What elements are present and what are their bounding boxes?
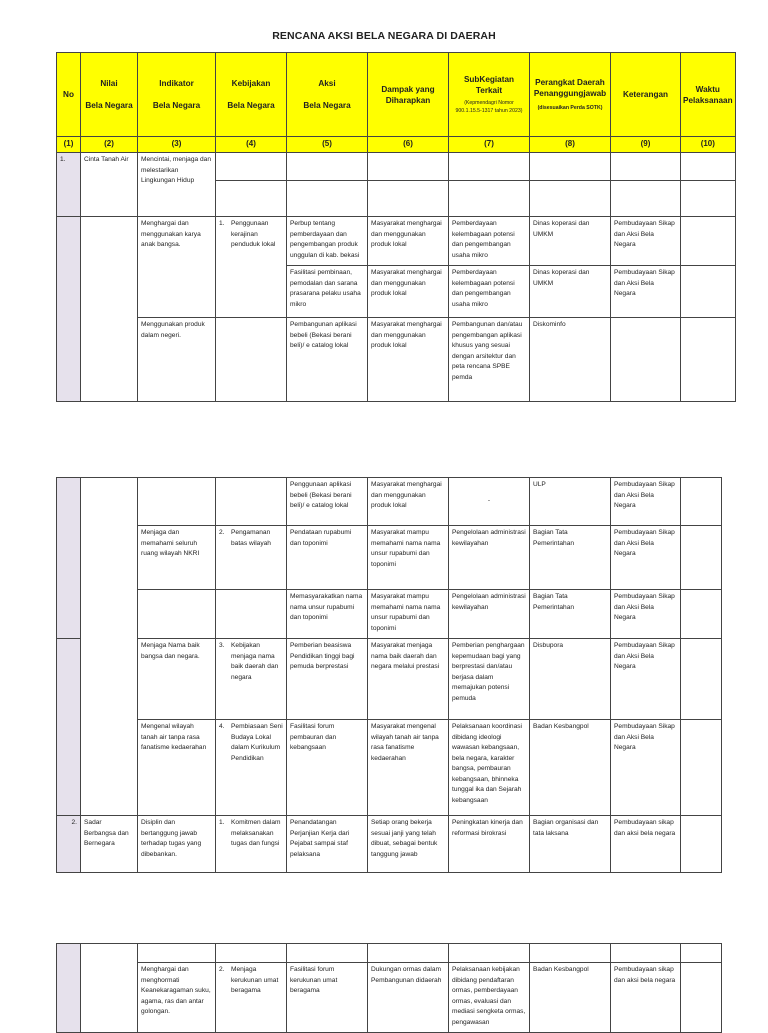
dampak-cell: Masyarakat menghargai dan menggunakan produk lokal — [368, 266, 449, 318]
table-row — [57, 963, 722, 1033]
aksi-cell: Memasyarakatkan nama nama unsur rupabumi dan toponimi — [287, 590, 368, 639]
header-aksi: Aksi Bela Negara — [287, 53, 368, 137]
kebijakan-cell — [216, 590, 287, 639]
waktu-cell — [681, 816, 722, 873]
keterangan-cell: Pembudayaan Sikap dan Aksi Bela Negara — [611, 478, 681, 526]
header-keterangan: Keterangan — [611, 53, 681, 137]
perangkat-cell: Badan Kesbangpol — [530, 720, 611, 816]
indikator-cell: Disiplin dan bertanggung jawab terhadap tugas yang dibebankan. — [138, 816, 216, 873]
empty-cell — [449, 181, 530, 217]
perangkat-cell: Dinas koperasi dan UMKM — [530, 217, 611, 266]
keterangan-cell: Pembudayaan Sikap dan Aksi Bela Negara — [611, 720, 681, 816]
nilai-cell: Cinta Tanah Air — [81, 153, 138, 217]
indikator-cell: Mencintai, menjaga dan melestarikan Lingkungan Hidup — [138, 153, 216, 217]
indikator-cell: Mengenal wilayah tanah air tanpa rasa fanatisme kedaerahan — [138, 720, 216, 816]
action-plan-table-2 — [56, 477, 722, 873]
col-num: (3) — [138, 137, 216, 153]
keterangan-cell: Pembudayaan sikap dan aksi bela negara — [611, 963, 681, 1033]
perangkat-cell: Diskominfo — [530, 318, 611, 402]
subkegiatan-cell: Peningkatan kinerja dan reformasi birokrasi — [449, 816, 530, 873]
nilai-cell — [81, 217, 138, 402]
empty-cell — [681, 153, 736, 181]
aksi-cell: Pemberian beasiswa Pendidikan tinggi bagi pemuda berprestasi — [287, 639, 368, 720]
page-title: RENCANA AKSI BELA NEGARA DI DAERAH — [272, 30, 496, 42]
col-num: (7) — [449, 137, 530, 153]
table-row — [57, 639, 722, 720]
indikator-cell — [138, 590, 216, 639]
waktu-cell — [681, 639, 722, 720]
nilai-cell: Sadar Berbangsa dan Bernegara — [81, 816, 138, 873]
row-number: 1. — [57, 153, 81, 217]
subkegiatan-cell: - — [449, 478, 530, 526]
header-indikator: Indikator Bela Negara — [138, 53, 216, 137]
header-no: No — [57, 53, 81, 137]
table-row — [57, 526, 722, 590]
dampak-cell: Setiap orang bekerja sesuai janji yang telah dibuat, sebagai bentuk tanggung jawab — [368, 816, 449, 873]
kebijakan-cell: 1. Penggunaan kerajinan penduduk lokal — [216, 217, 287, 318]
subkegiatan-cell: Pemberdayaan kelembagaan potensi dan pengembangan usaha mikro — [449, 266, 530, 318]
header-waktu: Waktu Pelaksanaan — [681, 53, 736, 137]
col-num: (2) — [81, 137, 138, 153]
empty-cell — [287, 181, 368, 217]
aksi-cell: Fasilitasi pembinaan, pemodalan dan sarana prasarana pelaku usaha mikro — [287, 266, 368, 318]
kebijakan-cell: 2. Pengamanan batas wilayah — [216, 526, 287, 590]
row-number — [57, 944, 81, 1033]
kebijakan-cell — [216, 318, 287, 402]
subkegiatan-cell — [449, 944, 530, 963]
header-kebijakan: Kebijakan Bela Negara — [216, 53, 287, 137]
dampak-cell: Dukungan ormas dalam Pembangunan didaerah — [368, 963, 449, 1033]
col-num: (1) — [57, 137, 81, 153]
dampak-cell: Masyarakat menjaga nama baik daerah dan negara melalui prestasi — [368, 639, 449, 720]
empty-cell — [216, 181, 287, 217]
empty-cell — [368, 153, 449, 181]
keterangan-cell: Pembudayaan Sikap dan Aksi Bela Negara — [611, 266, 681, 318]
keterangan-cell: Pembudayaan Sikap dan Aksi Bela Negara — [611, 526, 681, 590]
kebijakan-cell — [216, 478, 287, 526]
perangkat-cell: Bagian organisasi dan tata laksana — [530, 816, 611, 873]
table-row — [57, 590, 722, 639]
dampak-cell — [368, 944, 449, 963]
header-dampak: Dampak yang Diharapkan — [368, 53, 449, 137]
empty-cell — [449, 153, 530, 181]
waktu-cell — [681, 590, 722, 639]
waktu-cell — [681, 526, 722, 590]
dampak-cell: Masyarakat mampu memahami nama nama unsur rupabumi dan toponimi — [368, 590, 449, 639]
subkegiatan-cell: Pemberian penghargaan kepemudaan bagi yang berprestasi dan/atau berjasa dalam memajukan potensi pemuda — [449, 639, 530, 720]
header-row — [57, 53, 736, 137]
waktu-cell — [681, 217, 736, 266]
indikator-cell: Menggunakan produk dalam negeri. — [138, 318, 216, 402]
dampak-cell: Masyarakat mengenal wilayah tanah air tanpa rasa fanatisme kedaerahan — [368, 720, 449, 816]
subkegiatan-cell: Pembangunan dan/atau pengembangan aplikasi khusus yang sesuai dengan arsitektur dan peta rencana SPBE pemda — [449, 318, 530, 402]
row-number — [57, 478, 81, 639]
table-row — [57, 720, 722, 816]
header-perangkat: Perangkat Daerah Penanggungjawab (disesuaikan Perda SOTK) — [530, 53, 611, 137]
header-nilai: Nilai Bela Negara — [81, 53, 138, 137]
kebijakan-cell: 4. Pembiasaan Seni Budaya Lokal dalam Kurikulum Pendidikan — [216, 720, 287, 816]
subkegiatan-cell: Pemberdayaan kelembagaan potensi dan pengembangan usaha mikro — [449, 217, 530, 266]
action-plan-table-3 — [56, 943, 722, 1033]
waktu-cell — [681, 478, 722, 526]
keterangan-cell — [611, 318, 681, 402]
waktu-cell — [681, 720, 722, 816]
keterangan-cell — [611, 944, 681, 963]
subkegiatan-cell: Pengelolaan administrasi kewilayahan — [449, 526, 530, 590]
empty-cell — [368, 181, 449, 217]
subkegiatan-cell: Pelaksanaan koordinasi dibidang ideologi wawasan kebangsaan, bela negara, karakter bangsa, pembauran kebangsaan, bhinneka tunggal ika dan Sejarah kebangsaan — [449, 720, 530, 816]
keterangan-cell: Pembudayaan Sikap dan Aksi Bela Negara — [611, 217, 681, 266]
table-row — [57, 478, 722, 526]
aksi-cell — [287, 944, 368, 963]
indikator-cell — [138, 478, 216, 526]
table-row — [57, 816, 722, 873]
keterangan-cell: Pembudayaan sikap dan aksi bela negara — [611, 816, 681, 873]
indikator-cell: Menjaga dan memahami seluruh ruang wilayah NKRI — [138, 526, 216, 590]
waktu-cell — [681, 266, 736, 318]
table-row — [57, 217, 736, 266]
aksi-cell: Perbup tentang pemberdayaan dan pengembangan produk unggulan di kab. bekasi — [287, 217, 368, 266]
empty-cell — [530, 181, 611, 217]
table-row — [57, 944, 722, 963]
col-num: (10) — [681, 137, 736, 153]
aksi-cell: Fasilitasi forum kerukunan umat beragama — [287, 963, 368, 1033]
indikator-cell: Menjaga Nama baik bangsa dan negara. — [138, 639, 216, 720]
header-subkegiatan: SubKegiatan Terkait (Kepmendagri Nomor 900.1.15.5-1317 tahun 2023) — [449, 53, 530, 137]
row-number — [57, 639, 81, 816]
table-row — [57, 318, 736, 402]
aksi-cell: Fasilitasi forum pembauran dan kebangsaan — [287, 720, 368, 816]
keterangan-cell: Pembudayaan Sikap dan Aksi Bela Negara — [611, 590, 681, 639]
empty-cell — [611, 153, 681, 181]
nilai-cell — [81, 944, 138, 1033]
col-num: (9) — [611, 137, 681, 153]
column-number-row — [57, 137, 736, 153]
kebijakan-cell: 2. Menjaga kerukunan umat beragama — [216, 963, 287, 1033]
empty-cell — [681, 181, 736, 217]
kebijakan-cell — [216, 944, 287, 963]
col-num: (6) — [368, 137, 449, 153]
keterangan-cell: Pembudayaan Sikap dan Aksi Bela Negara — [611, 639, 681, 720]
perangkat-cell: Badan Kesbangpol — [530, 963, 611, 1033]
empty-cell — [216, 153, 287, 181]
dampak-cell: Masyarakat menghargai dan menggunakan produk lokal — [368, 318, 449, 402]
kebijakan-cell: 3. Kebijakan menjaga nama baik daerah dan negara — [216, 639, 287, 720]
indikator-cell: Menghargai dan menghormati Keanekaragaman suku, agama, ras dan antar golongan. — [138, 963, 216, 1033]
empty-cell — [287, 153, 368, 181]
dampak-cell: Masyarakat menghargai dan menggunakan produk lokal — [368, 478, 449, 526]
aksi-cell: Pembangunan aplikasi bebeli (Bekasi berani beli)/ e catalog lokal — [287, 318, 368, 402]
perangkat-cell — [530, 944, 611, 963]
empty-cell — [530, 153, 611, 181]
perangkat-cell: Dinas koperasi dan UMKM — [530, 266, 611, 318]
subkegiatan-cell: Pengelolaan administrasi kewilayahan — [449, 590, 530, 639]
dampak-cell: Masyarakat menghargai dan menggunakan produk lokal — [368, 217, 449, 266]
waktu-cell — [681, 318, 736, 402]
row-number: 2. — [57, 816, 81, 873]
nilai-cell — [81, 478, 138, 816]
aksi-cell: Penggunaan aplikasi bebeli (Bekasi berani beli)/ e catalog lokal — [287, 478, 368, 526]
aksi-cell: Penandatangan Perjanjian Kerja dari Pejabat sampai staf pelaksana — [287, 816, 368, 873]
col-num: (4) — [216, 137, 287, 153]
subkegiatan-cell: Pelaksanaan kebijakan dibidang pendaftaran ormas, pemberdayaan ormas, evaluasi dan mediasi sengketa ormas, pengawasan — [449, 963, 530, 1033]
dampak-cell: Masyarakat mampu memahami nama nama unsur rupabumi dan toponimi — [368, 526, 449, 590]
indikator-cell — [138, 944, 216, 963]
perangkat-cell: Bagian Tata Pemerintahan — [530, 526, 611, 590]
col-num: (8) — [530, 137, 611, 153]
action-plan-table-1 — [56, 52, 736, 402]
waktu-cell — [681, 944, 722, 963]
aksi-cell: Pendataan rupabumi dan toponimi — [287, 526, 368, 590]
perangkat-cell: Disbupora — [530, 639, 611, 720]
perangkat-cell: Bagian Tata Pemerintahan — [530, 590, 611, 639]
empty-cell — [611, 181, 681, 217]
indikator-cell: Menghargai dan menggunakan karya anak bangsa. — [138, 217, 216, 318]
col-num: (5) — [287, 137, 368, 153]
waktu-cell — [681, 963, 722, 1033]
table-row — [57, 153, 736, 181]
perangkat-cell: ULP — [530, 478, 611, 526]
kebijakan-cell: 1. Komitmen dalam melaksanakan tugas dan fungsi — [216, 816, 287, 873]
row-number — [57, 217, 81, 402]
